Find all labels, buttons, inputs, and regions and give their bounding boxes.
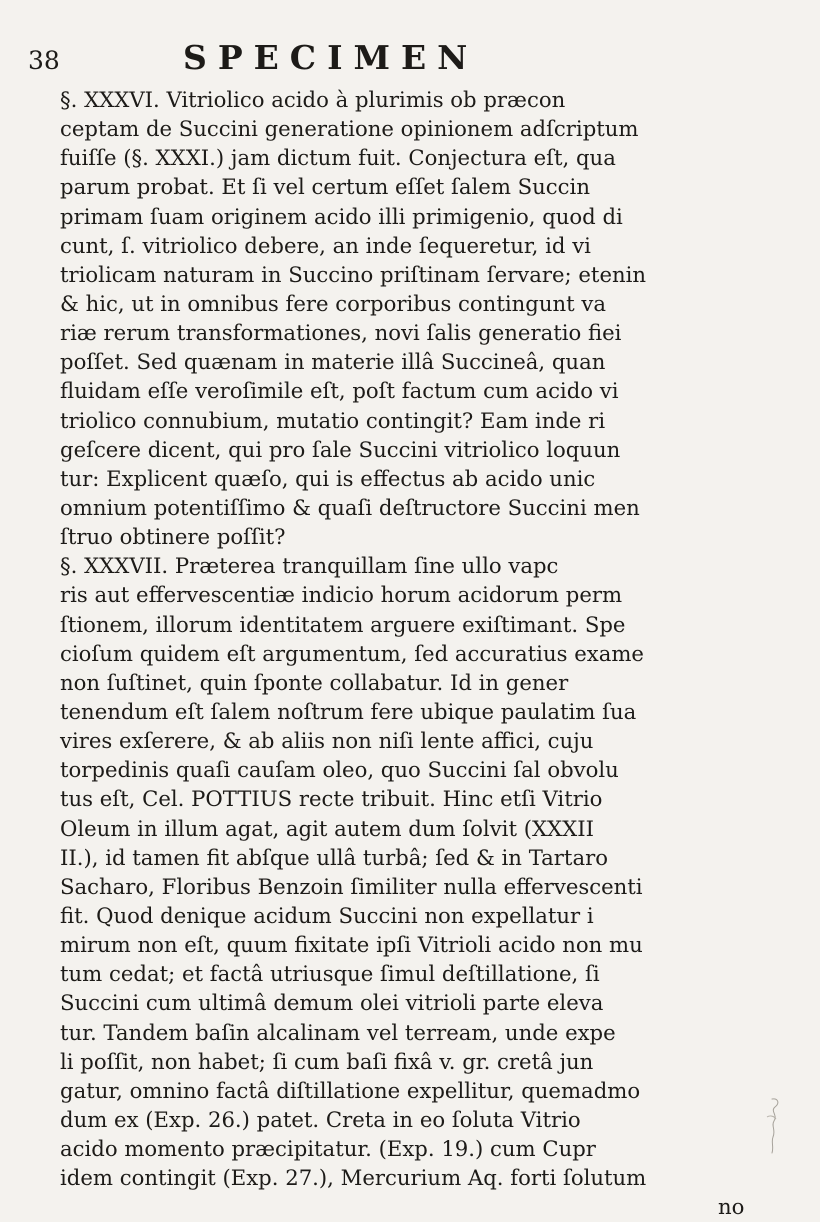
text-line: li poſſit, non habet; ſi cum baſi fixâ v. gr. cretâ jun (60, 1048, 594, 1074)
text-line: acido momento præcipitatur. (Exp. 19.) cum Cupr (60, 1136, 596, 1162)
text-line: cioſum quidem eſt argumentum, ſed accuratius exame (60, 640, 644, 666)
text-line: dum ex (Exp. 26.) patet. Creta in eo ſoluta Vitrio (60, 1106, 581, 1132)
text-line: tum cedat; et factâ utriusque ſimul deſtillatione, ſi (60, 961, 600, 987)
text-line: omnium potentiſſimo & quaſi deſtructore Succini men (60, 494, 640, 520)
text-line: fuiſſe (§. XXXI.) jam dictum fuit. Conjectura eſt, qua (60, 145, 616, 171)
page-number: 38 (28, 46, 60, 75)
text-line: torpedinis quaſi cauſam oleo, quo Succini ſal obvolu (60, 757, 619, 783)
text-line: tus eſt, Cel. POTTIUS recte tribuit. Hinc etſi Vitrio (60, 786, 603, 812)
text-line: triolico connubium, mutatio contingit? Eam inde ri (60, 407, 606, 433)
text-line: ris aut effervescentiæ indicio horum acidorum perm (60, 582, 623, 608)
text-line: fluidam eſſe veroſimile eſt, poſt factum cum acido vi (60, 378, 619, 404)
text-line: parum probat. Et ſi vel certum eſſet ſalem Succin (60, 174, 590, 200)
text-line: vires exſerere, & ab aliis non niſi lente affici, cuju (60, 728, 594, 754)
text-line: poſſet. Sed quænam in materie illâ Succineâ, quan (60, 349, 606, 375)
text-line: non ſuſtinet, quin ſponte collabatur. Id in gener (60, 669, 569, 695)
text-line: primam ſuam originem acido illi primigenio, quod di (60, 203, 623, 229)
text-line: mirum non eſt, quum fixitate ipſi Vitrioli acido non mu (60, 932, 643, 958)
text-line: idem contingit (Exp. 27.), Mercurium Aq. forti ſolutum (60, 1165, 647, 1191)
text-line: riæ rerum transformationes, novi ſalis generatio fiei (60, 320, 622, 346)
text-line: Oleum in illum agat, agit autem dum ſolvit (XXXII (60, 815, 594, 841)
text-line: triolicam naturam in Succino priſtinam ſervare; etenin (60, 261, 647, 287)
text-line: tenendum eſt ſalem noſtrum fere ubique paulatim ſua (60, 698, 637, 724)
text-line: & hic, ut in omnibus fere corporibus contingunt va (60, 290, 606, 316)
text-line: Sacharo, Floribus Benzoin ſimiliter nulla effervescenti (60, 873, 643, 899)
text-line: ceptam de Succini generatione opinionem adſcriptum (60, 116, 639, 142)
text-line: geſcere dicent, qui pro ſale Succini vitriolico loquun (60, 436, 621, 462)
text-line: cunt, ſ. vitriolico debere, an inde ſequeretur, id vi (60, 232, 591, 258)
text-line: fit. Quod denique acidum Succini non expellatur i (60, 902, 594, 928)
text-line: gatur, omnino factâ diſtillatione expellitur, quemadmo (60, 1077, 641, 1103)
body-text (60, 85, 820, 1221)
text-line: tur: Explicent quæſo, qui is effectus ab acido unic (60, 465, 596, 491)
text-line: ſtionem, illorum identitatem arguere exiſtimant. Spe (60, 611, 626, 637)
text-line: tur. Tandem baſin alcalinam vel terream, unde expe (60, 1019, 616, 1045)
text-line: §. XXXVI. Vitriolico acido à plurimis ob præcon (60, 87, 566, 112)
text-line: II.), id tamen fit abſque ullâ turbâ; ſed & in Tartaro (60, 844, 608, 870)
text-line: no (718, 1194, 745, 1220)
text-line: §. XXXVII. Præterea tranquillam ſine ullo vapc (60, 553, 559, 579)
text-line: Succini cum ultimâ demum olei vitrioli parte eleva (60, 990, 604, 1016)
text-line: ſtruo obtinere poſſit? (60, 524, 286, 550)
margin-pencil-marks (758, 1095, 788, 1155)
running-title: SPECIMEN (183, 38, 479, 77)
